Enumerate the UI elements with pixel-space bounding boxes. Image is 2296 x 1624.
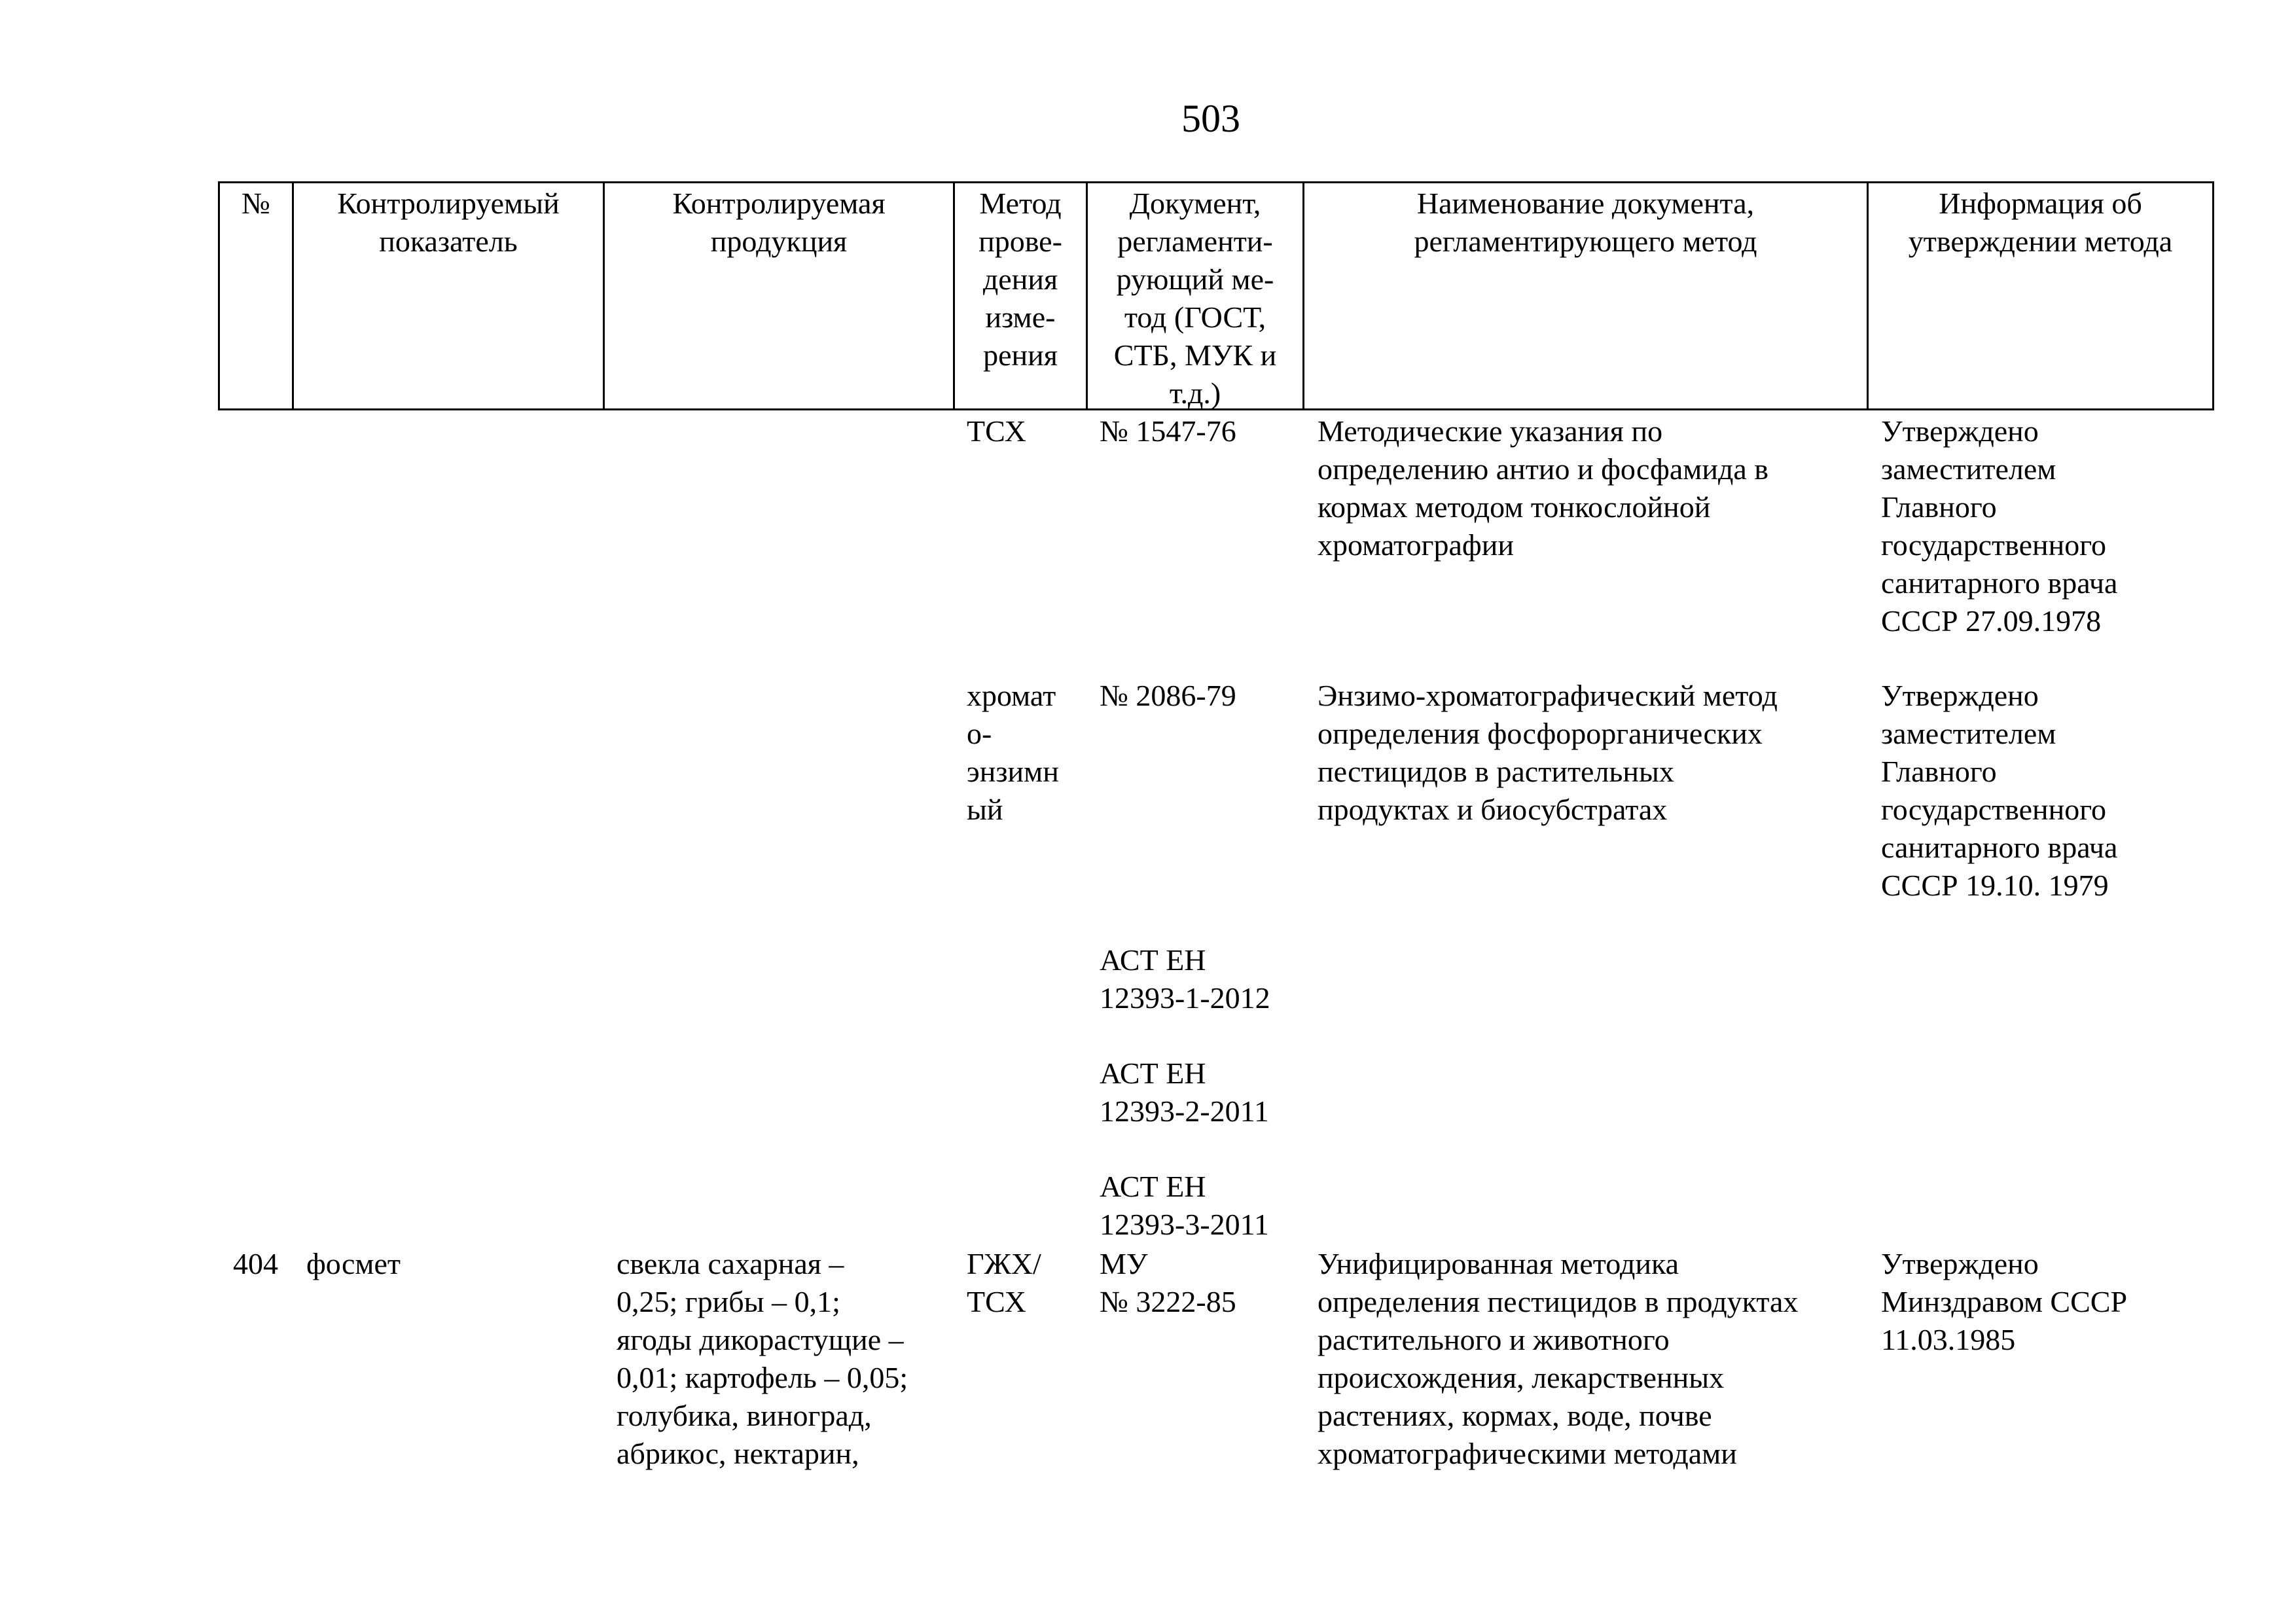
page-number: 503 bbox=[1181, 97, 1240, 140]
header-product: Контролируемая продукция bbox=[605, 183, 955, 408]
row-3-document-2: АСТ ЕН 12393-2-2011 bbox=[1100, 1056, 1269, 1128]
row-3-document-3: АСТ ЕН 12393-3-2011 bbox=[1100, 1170, 1269, 1241]
row-4-doc-name: Унифицированная методика определения пестицидов в продуктах растительного и животного происхождения, лекарственных растениях, кормах, воде, почве хроматографическими методами bbox=[1318, 1247, 1799, 1470]
header-document: Документ, регламенти- рующий ме- тод (ГОСТ, СТБ, МУК и т.д.) bbox=[1088, 183, 1304, 408]
row-4-document: МУ № 3222-85 bbox=[1100, 1247, 1236, 1318]
row-4-product: свекла сахарная – 0,25; грибы – 0,1; ягоды дикорастущие – 0,01; картофель – 0,05; голубика, виноград, абрикос, нектарин, bbox=[617, 1247, 908, 1470]
header-indicator: Контролируемый показатель bbox=[294, 183, 605, 408]
row-2-method: хромат о- энзимн ый bbox=[967, 679, 1059, 826]
row-4-indicator: фосмет bbox=[306, 1247, 401, 1280]
header-no: № bbox=[220, 183, 294, 408]
row-3-document-1: АСТ ЕН 12393-1-2012 bbox=[1100, 943, 1270, 1015]
row-1-method: ТСХ bbox=[967, 414, 1026, 448]
header-approval: Информация об утверждении метода bbox=[1908, 187, 2173, 258]
row-1-document: № 1547-76 bbox=[1100, 414, 1236, 448]
header-doc-name: Наименование документа, регламентирующего метод bbox=[1304, 183, 1869, 408]
row-4-approval: Утверждено Минздравом СССР 11.03.1985 bbox=[1881, 1247, 2128, 1356]
row-4-no: 404 bbox=[233, 1247, 278, 1280]
row-2-document: № 2086-79 bbox=[1100, 679, 1236, 712]
row-4-method: ГЖХ/ ТСХ bbox=[967, 1247, 1041, 1318]
row-1-doc-name: Методические указания по определению антио и фосфамида в кормах методом тонкослойной хроматографии bbox=[1318, 414, 1769, 562]
row-1-approval: Утверждено заместителем Главного государственного санитарного врача СССР 27.09.1978 bbox=[1881, 414, 2118, 638]
table-header bbox=[218, 181, 2214, 410]
row-2-approval: Утверждено заместителем Главного государственного санитарного врача СССР 19.10. 1979 bbox=[1881, 679, 2118, 902]
row-2-doc-name: Энзимо-хроматографический метод определения фосфорорганических пестицидов в растительных продуктах и биосубстратах bbox=[1318, 679, 1778, 826]
header-method: Метод прове- дения изме- рения bbox=[955, 183, 1088, 408]
